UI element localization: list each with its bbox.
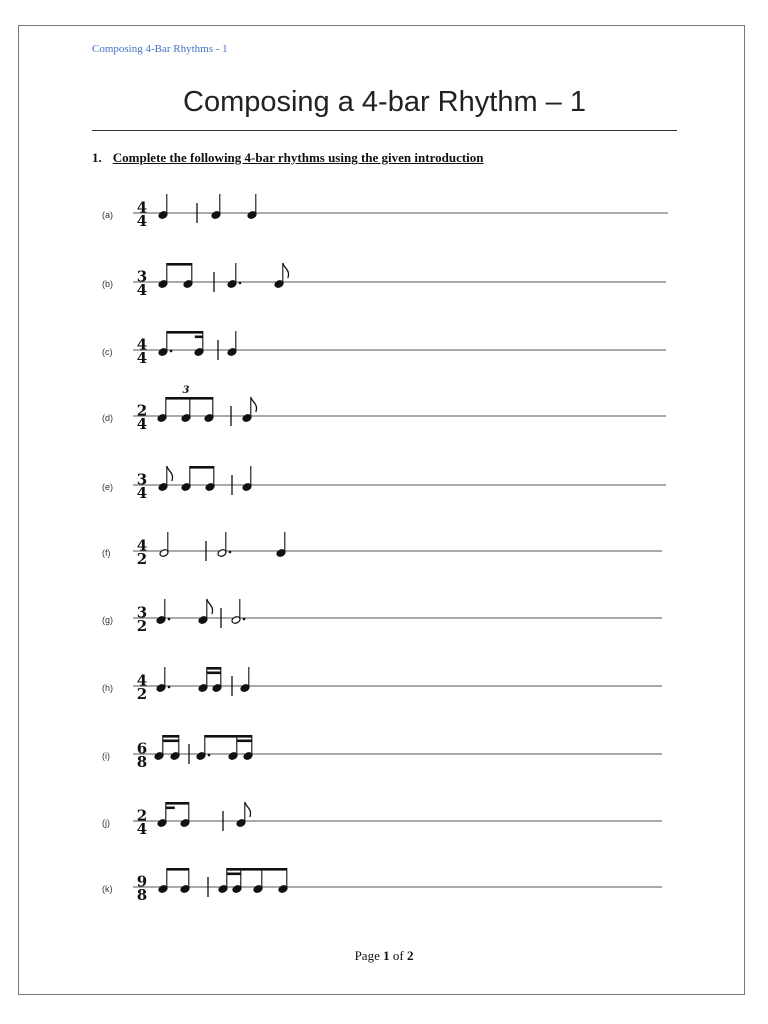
time-signature-top: 3 — [136, 470, 148, 489]
exercise-label: (a) — [102, 210, 113, 220]
rhythm-row-c — [102, 331, 666, 367]
time-signature-bottom: 4 — [136, 484, 148, 502]
exercise-label: (h) — [102, 683, 113, 693]
exercise-label: (f) — [102, 548, 111, 558]
time-signature-bottom: 4 — [136, 820, 148, 838]
time-signature-bottom: 4 — [136, 212, 148, 230]
time-signature-bottom: 2 — [136, 550, 148, 568]
time-signature-top: 3 — [136, 267, 148, 286]
note-beam — [167, 263, 192, 266]
note-beam — [166, 397, 213, 400]
time-signature-bottom: 2 — [136, 617, 148, 635]
rhythm-row-k — [102, 868, 662, 904]
eighth-flag — [283, 263, 289, 278]
augmentation-dot — [239, 282, 242, 285]
augmentation-dot — [168, 686, 171, 689]
augmentation-dot — [229, 551, 232, 554]
of-word: of — [392, 948, 404, 963]
note-beam — [207, 672, 221, 675]
exercise-label: (k) — [102, 884, 113, 894]
note-beam — [167, 331, 203, 334]
note-beam — [166, 802, 189, 805]
eighth-flag — [251, 397, 257, 412]
rhythm-row-i — [102, 735, 662, 771]
time-signature-top: 2 — [136, 401, 148, 420]
time-signature-bottom: 4 — [136, 415, 148, 433]
exercise-label: (c) — [102, 347, 113, 357]
time-signature-bottom: 8 — [136, 886, 148, 904]
time-signature-top: 3 — [136, 603, 148, 622]
exercise-label: (g) — [102, 615, 113, 625]
rhythm-row-g — [102, 599, 662, 635]
rhythm-row-e — [102, 466, 666, 502]
augmentation-dot — [168, 618, 171, 621]
note-beam — [237, 740, 252, 743]
note-beam — [163, 740, 179, 743]
note-beam — [195, 336, 203, 339]
rhythm-row-h — [102, 667, 662, 703]
exercise-label: (e) — [102, 482, 113, 492]
time-signature-top: 9 — [136, 872, 148, 891]
total-pages: 2 — [406, 948, 414, 963]
time-signature-bottom: 8 — [136, 753, 148, 771]
note-beam — [167, 868, 189, 871]
exercise-label: (i) — [102, 751, 110, 761]
note-beam — [166, 807, 175, 810]
time-signature-top: 6 — [136, 739, 148, 758]
note-beam — [163, 735, 179, 738]
augmentation-dot — [208, 754, 211, 757]
time-signature-bottom: 4 — [136, 281, 148, 299]
exercise-label: (b) — [102, 279, 113, 289]
page-footer — [0, 948, 768, 964]
current-page: 1 — [383, 948, 390, 963]
time-signature-top: 2 — [136, 806, 148, 825]
time-signature-top: 4 — [136, 536, 148, 555]
time-signature-top: 4 — [136, 671, 148, 690]
note-beam — [205, 735, 252, 738]
exercise-label: (d) — [102, 413, 113, 423]
note-beam — [190, 466, 214, 469]
rhythm-row-a — [102, 194, 668, 230]
augmentation-dot — [170, 350, 173, 353]
time-signature-top: 4 — [136, 335, 148, 354]
question-number: 1. — [92, 150, 102, 165]
rhythm-row-f — [102, 532, 662, 568]
rhythm-row-d — [102, 385, 666, 433]
time-signature-bottom: 2 — [136, 685, 148, 703]
augmentation-dot — [243, 618, 246, 621]
rhythm-row-j — [102, 802, 662, 838]
eighth-flag — [245, 802, 251, 817]
running-header: Composing 4-Bar Rhythms - 1 — [92, 43, 228, 55]
note-beam — [227, 873, 241, 876]
page-word: Page — [354, 948, 380, 963]
document-title: Composing a 4-bar Rhythm – 1 — [183, 86, 586, 118]
note-beam — [207, 667, 221, 670]
eighth-flag — [207, 599, 213, 614]
question-text: Complete the following 4-bar rhythms using the given introduction — [112, 150, 484, 165]
time-signature-top: 4 — [136, 198, 148, 217]
time-signature-bottom: 4 — [136, 349, 148, 367]
exercise-label: (j) — [102, 818, 110, 828]
rhythm-row-b — [102, 263, 666, 299]
note-beam — [227, 868, 287, 871]
tuplet-number: 3 — [182, 385, 190, 396]
eighth-flag — [167, 466, 173, 481]
